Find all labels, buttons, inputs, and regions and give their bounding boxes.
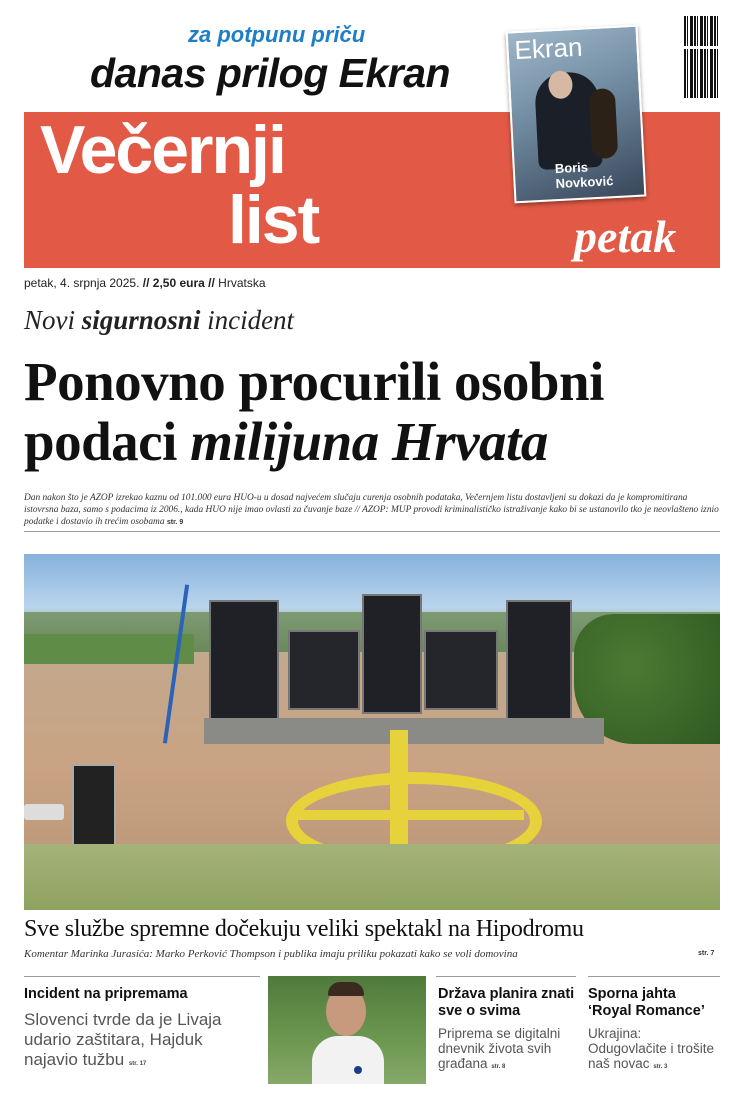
player-hair: [328, 982, 364, 996]
dateline: petak, 4. srpnja 2025. // 2,50 eura // Hrvatska: [24, 276, 266, 290]
lead-page-ref: str. 9: [166, 519, 184, 526]
teaser-2-head[interactable]: Država planira znati sve o svima: [438, 986, 575, 1019]
crane-arm: [163, 585, 189, 744]
logo-list[interactable]: list: [228, 182, 319, 258]
stage-screen-right: [506, 600, 572, 728]
ekran-cover-name: Boris Novković: [554, 159, 614, 192]
photo-caption-title[interactable]: Sve službe spremne dočekuju veliki spektakl na Hipodromu: [24, 916, 584, 942]
stage-screen-left: [209, 600, 279, 720]
teaser-rule-2: [436, 976, 576, 977]
club-badge-icon: [354, 1066, 362, 1074]
teaser-3-text[interactable]: Ukrajina: Odugovlačite i trošite naš novac str. 3: [588, 1026, 715, 1071]
teaser-1-text[interactable]: Slovenci tvrde da je Livaja udario zaštitara, Hajduk najavio tužbu str. 17: [24, 1010, 222, 1069]
white-van: [24, 804, 64, 820]
yellow-catwalk-horizontal: [294, 810, 524, 820]
issue-date: petak, 4. srpnja 2025.: [24, 276, 140, 290]
photo-foreground-grass: [24, 844, 720, 910]
photo-caption-page-ref: str. 7: [698, 950, 715, 957]
hipodrom-stage-photo[interactable]: [24, 554, 720, 910]
barcode: [684, 16, 720, 98]
headline-lead: Dan nakon što je AZOP izrekao kaznu od 101.000 eura HUO-u u dosad najvećem slučaju curenja osobnih podataka, Večernjem listu dostavljeni su dokazi da je kompromitirana istovrsna baza, samo s podacima iz 2006., kada HUO nije imao ovlasti za čuvanje baze // AZOP: MUP provodi kriminalističko istraživanje kako bi se ustanovilo tko je neovlašteno iznio podatke i dostavio ih trećim osobama str. 9: [24, 492, 720, 532]
ekran-cover-title: Ekran: [513, 31, 584, 66]
promo-title[interactable]: danas prilog Ekran: [90, 50, 451, 96]
ekran-magazine-cover[interactable]: [506, 25, 647, 204]
masthead-day: petak: [574, 211, 677, 262]
main-headline[interactable]: Ponovno procurili osobni podaci milijuna Hrvata: [24, 351, 604, 472]
logo-vecernji[interactable]: Večernji: [40, 112, 285, 188]
teaser-2-text[interactable]: Priprema se digitalni dnevnik života svih građana str. 8: [438, 1026, 561, 1071]
photo-field: [24, 634, 194, 664]
teaser-3-head[interactable]: Sporna jahta ‘Royal Romance’: [588, 986, 705, 1019]
headline-kicker: Novi sigurnosni incident: [24, 305, 295, 335]
stage-screen-2: [288, 630, 360, 710]
player-shirt: [312, 1036, 384, 1084]
promo-kicker: za potpunu priču: [188, 22, 366, 47]
photo-caption-comment: Komentar Marinka Jurasića: Marko Perković Thompson i publika imaju priliku pokazati kako se voli domovina: [24, 948, 518, 960]
guitar-icon: [589, 88, 619, 159]
issue-price: 2,50 eura: [152, 276, 205, 290]
teaser-1-head[interactable]: Incident na pripremama: [24, 986, 188, 1002]
stage-screen-center: [362, 594, 422, 714]
livaja-player-photo[interactable]: [268, 976, 426, 1084]
teaser-rule-1: [24, 976, 260, 977]
stage-screen-4: [424, 630, 498, 710]
issue-region: Hrvatska: [218, 276, 266, 290]
teaser-rule-3: [588, 976, 720, 977]
